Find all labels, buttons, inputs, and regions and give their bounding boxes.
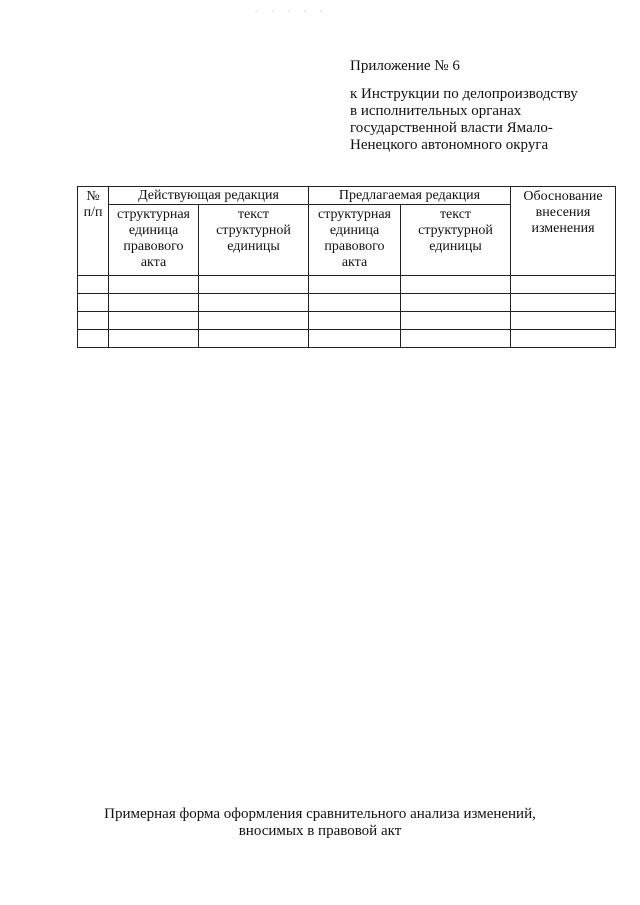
caption-line: вносимых в правовой акт [238, 823, 402, 839]
table-cell [401, 312, 511, 330]
table-row [78, 276, 616, 294]
header-row-number [78, 187, 109, 276]
header-line: текст [237, 207, 270, 222]
table-row [78, 330, 616, 348]
header-line: правового [123, 239, 184, 254]
comparison-table [77, 186, 616, 348]
table-cell [78, 312, 109, 330]
table-cell [199, 312, 309, 330]
table-cell [511, 312, 616, 330]
header-current-edition: Действующая редакция [109, 187, 309, 205]
table-cell [78, 276, 109, 294]
header-line: структурной [418, 223, 493, 238]
table-cell [401, 294, 511, 312]
header-proposed-unit-text [401, 205, 511, 276]
form-caption [0, 806, 640, 840]
header-number-abbr: п/п [83, 205, 103, 220]
header-justification-line: внесения [535, 205, 591, 220]
header-line: текст [439, 207, 472, 222]
header-justification-line: изменения [531, 221, 595, 236]
scan-artifact-marks: · · · · · [255, 8, 328, 16]
table-cell [511, 294, 616, 312]
header-line: структурная [317, 207, 391, 222]
header-line: правового [324, 239, 385, 254]
table-cell [199, 294, 309, 312]
table-cell [309, 276, 401, 294]
table-cell [401, 276, 511, 294]
header-number-sign: № [86, 189, 100, 204]
header-justification-line: Обоснование [523, 189, 603, 204]
table-cell [78, 294, 109, 312]
header-proposed-edition: Предлагаемая редакция [309, 187, 511, 205]
table-cell [109, 312, 199, 330]
header-line: единицы [429, 239, 482, 254]
header-line: единица [329, 223, 380, 238]
header-current-structural-unit [109, 205, 199, 276]
table-cell [511, 276, 616, 294]
header-proposed-structural-unit [309, 205, 401, 276]
header-line: единицы [227, 239, 280, 254]
table-cell [199, 276, 309, 294]
table-cell [401, 330, 511, 348]
header-line: акта [341, 255, 368, 270]
appendix-line: государственной власти Ямало- [350, 120, 553, 136]
table-cell [109, 276, 199, 294]
appendix-header [350, 58, 578, 154]
table-cell [511, 330, 616, 348]
table-row [78, 312, 616, 330]
table-row [78, 294, 616, 312]
header-line: акта [140, 255, 167, 270]
appendix-line: в исполнительных органах [350, 103, 522, 119]
table-cell [78, 330, 109, 348]
table-body [78, 276, 616, 348]
header-line: структурная [116, 207, 190, 222]
caption-line: Примерная форма оформления сравнительного анализа изменений, [104, 806, 536, 822]
header-justification [511, 187, 616, 276]
table-cell [309, 312, 401, 330]
table-cell [109, 330, 199, 348]
table-cell [109, 294, 199, 312]
header-line: структурной [216, 223, 291, 238]
appendix-title: Приложение № 6 [350, 58, 460, 74]
table-cell [309, 294, 401, 312]
header-current-unit-text [199, 205, 309, 276]
header-line: единица [128, 223, 179, 238]
table-cell [199, 330, 309, 348]
appendix-line: к Инструкции по делопроизводству [350, 86, 578, 102]
appendix-line: Ненецкого автономного округа [350, 137, 549, 153]
table-cell [309, 330, 401, 348]
